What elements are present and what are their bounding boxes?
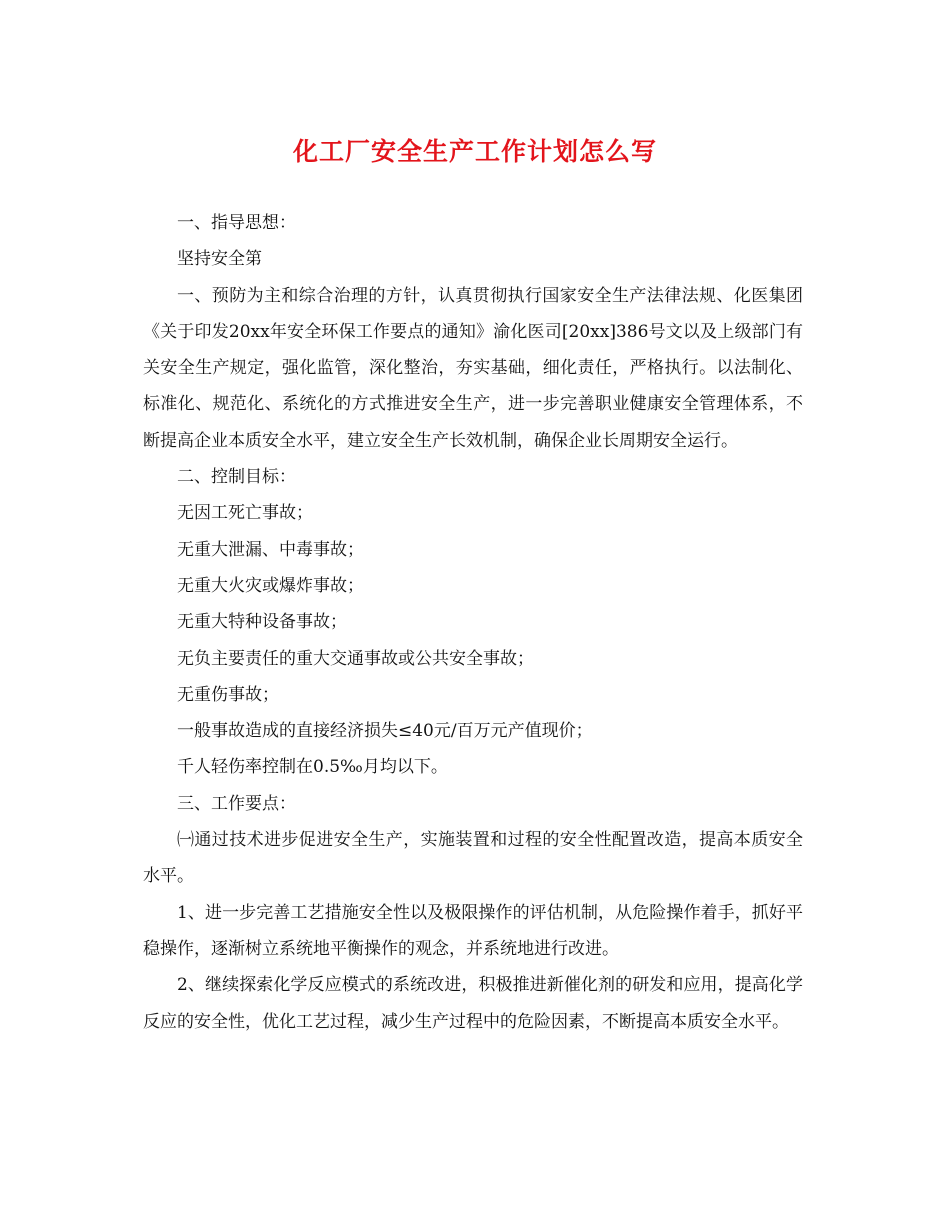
section-heading-control-targets: 二、控制目标：	[177, 467, 296, 488]
section-heading-guiding-ideology: 一、指导思想：	[177, 213, 296, 233]
list-item: 无重大泄漏、中毒事故；	[177, 539, 364, 560]
paragraph: 2、继续探索化学反应模式的系统改进，积极推进新催化剂的研发和应用，提高化学反应的安全性，优化工艺过程，减少生产过程中的危险因素，不断提高本质安全水平。	[143, 975, 803, 1032]
paragraph: 一、预防为主和综合治理的方针，认真贯彻执行国家安全生产法律法规、化医集团《关于印发20xx年安全环保工作要点的通知》渝化医司[20xx]386号文以及上级部门有关安全生产规定，强化监管，深化整治，夯实基础，细化责任，严格执行。以法制化、标准化、规范化、系统化的方式推进安全生产，进一步完善职业健康安全管理体系，不断提高企业本质安全水平，建立安全生产长效机制，确保企业长周期安全运行。	[143, 285, 803, 451]
list-item: 一般事故造成的直接经济损失≤40元/百万元产值现价；	[177, 721, 593, 742]
section-heading-work-points: 三、工作要点：	[177, 793, 296, 814]
document-body	[143, 205, 803, 1040]
list-item: 无因工死亡事故；	[177, 503, 313, 524]
list-item: 无重伤事故；	[177, 684, 279, 705]
list-item: 无重大火灾或爆炸事故；	[177, 575, 364, 596]
paragraph: ㈠通过技术进步促进安全生产，实施装置和过程的安全性配置改造，提高本质安全水平。	[143, 830, 803, 887]
list-item: 千人轻伤率控制在0.5‰月均以下。	[177, 757, 448, 778]
paragraph: 坚持安全第	[177, 249, 262, 270]
paragraph: 1、进一步完善工艺措施安全性以及极限操作的评估机制，从危险操作着手，抓好平稳操作，逐渐树立系统地平衡操作的观念，并系统地进行改进。	[143, 902, 803, 959]
list-item: 无重大特种设备事故；	[177, 612, 347, 633]
list-item: 无负主要责任的重大交通事故或公共安全事故；	[177, 648, 534, 669]
document-title: 化工厂安全生产工作计划怎么写	[292, 137, 657, 166]
